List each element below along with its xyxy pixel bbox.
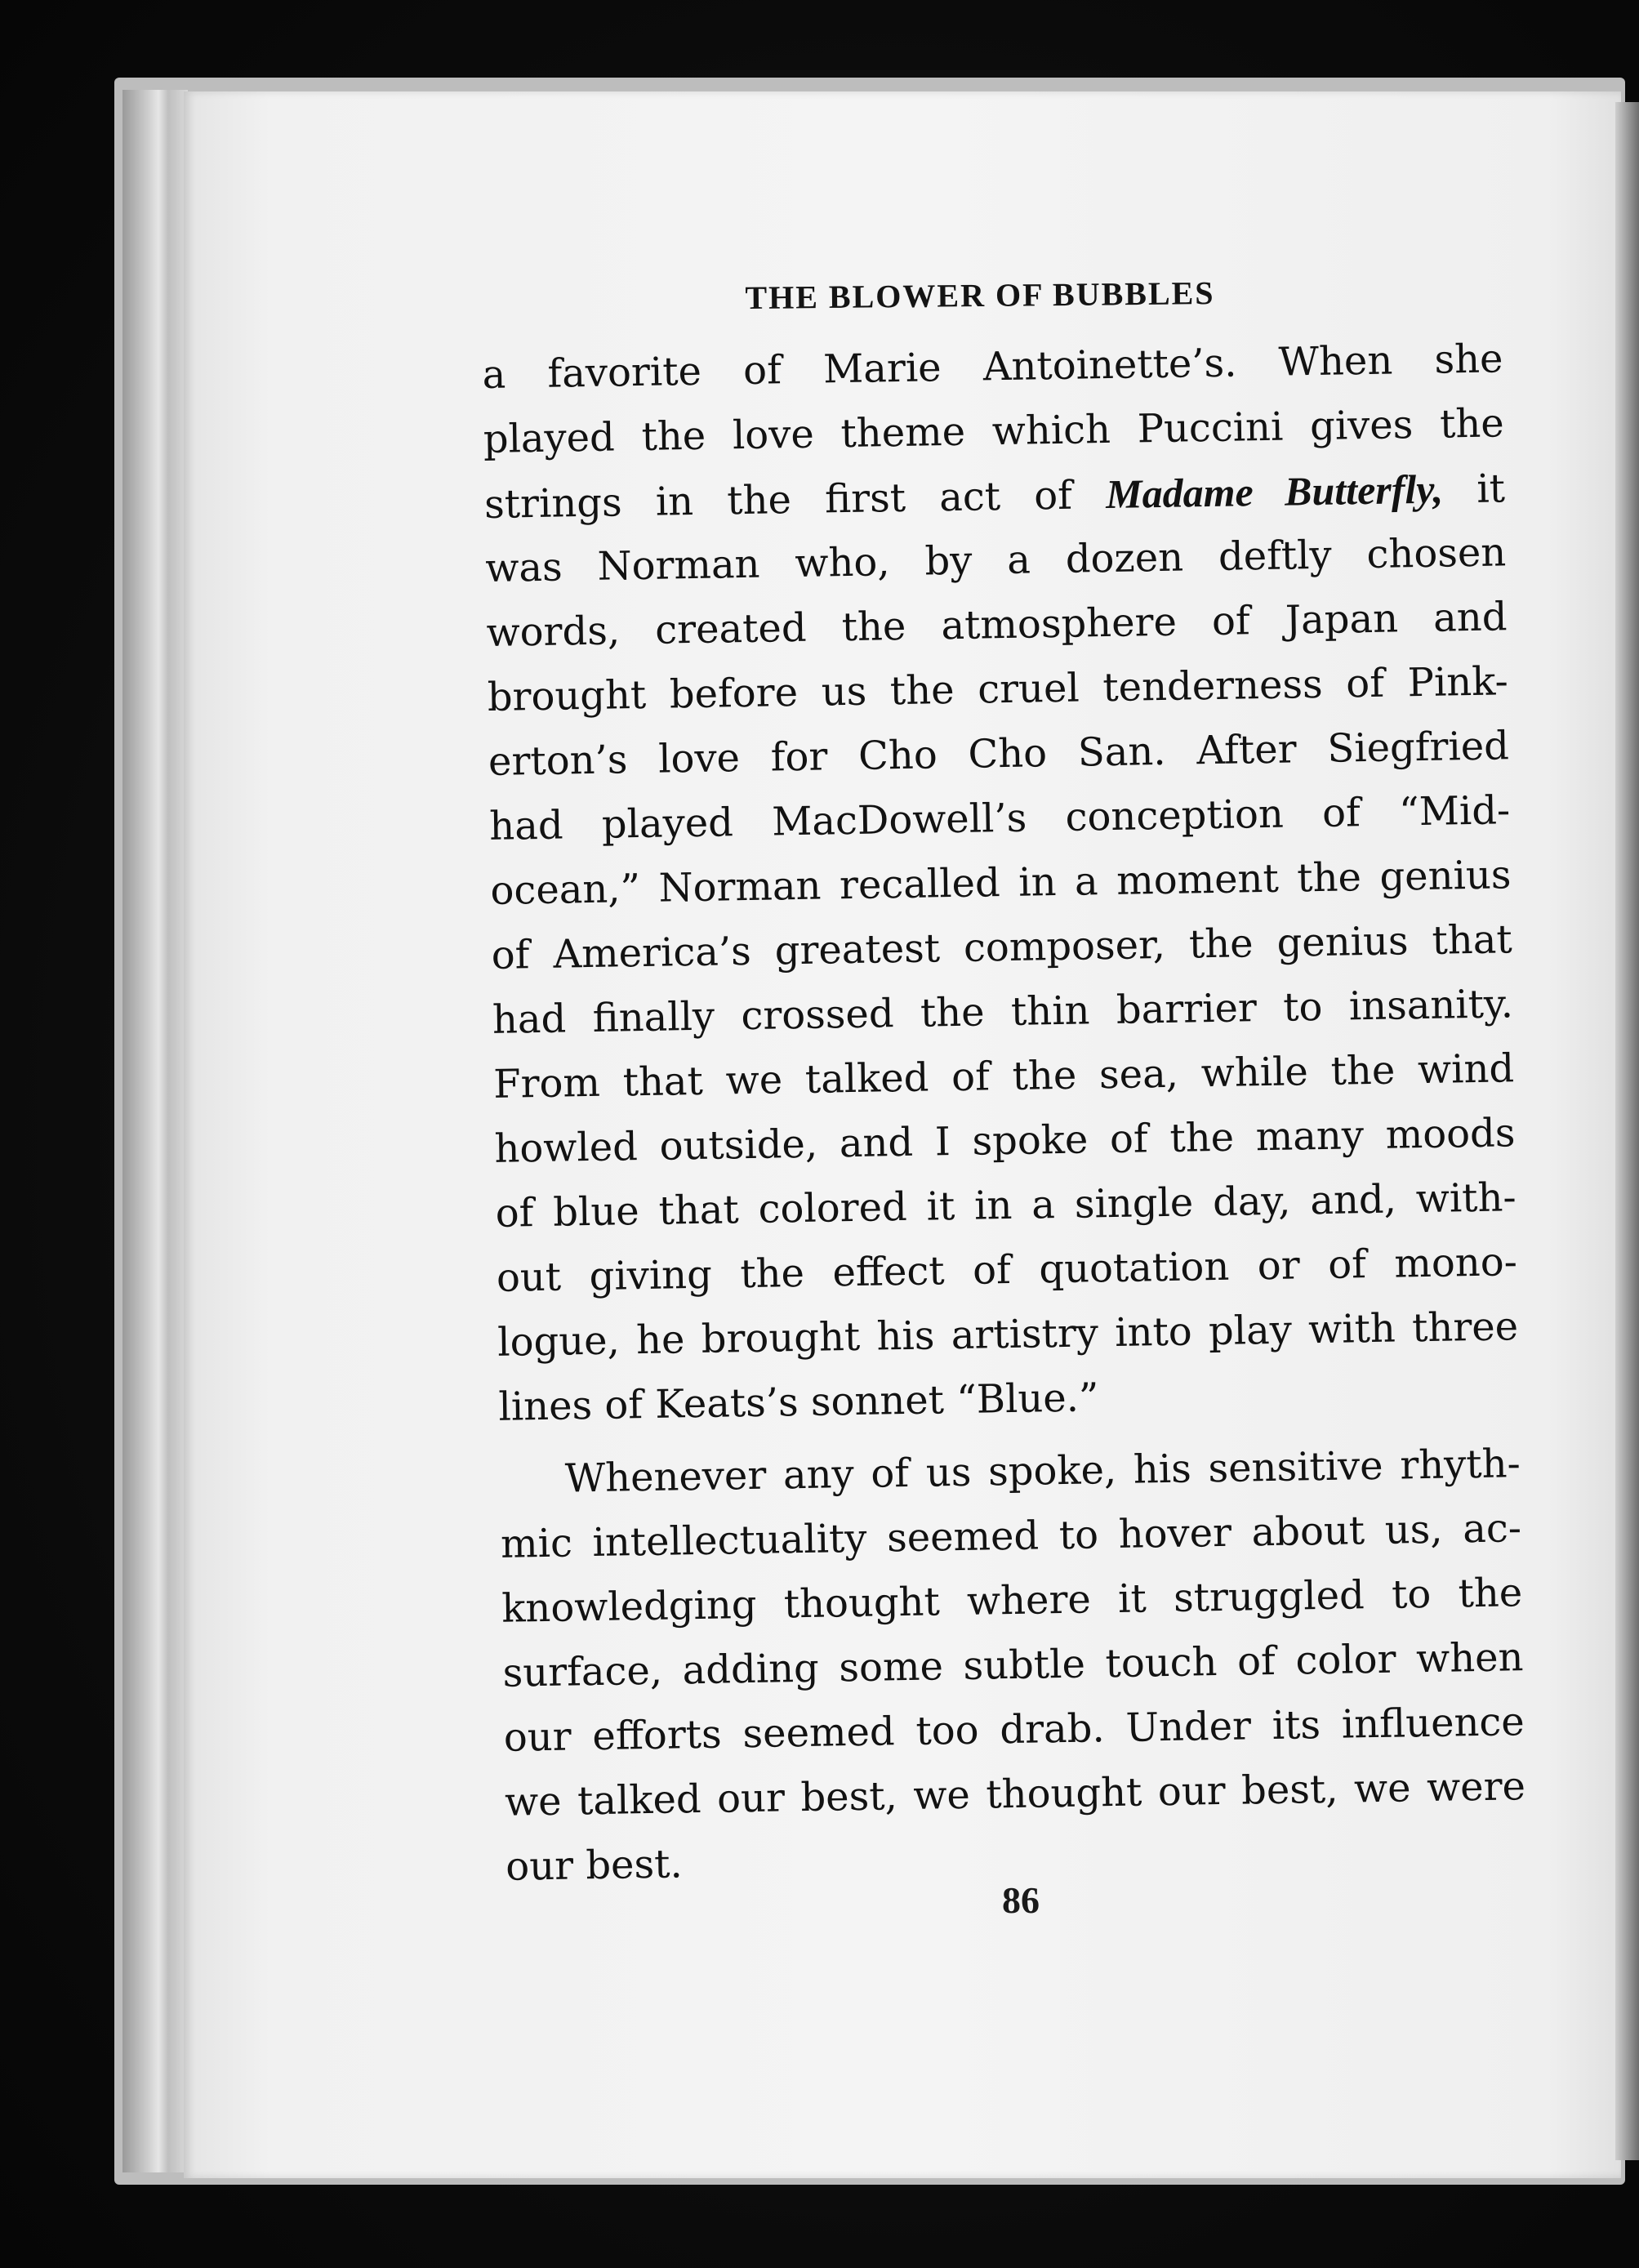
text-line: knowledging thought where it struggled to the [501, 1570, 1523, 1632]
text-line: From that we talked of the sea, while the wind [492, 1045, 1515, 1107]
text-line: a favorite of Marie Antoinette’s. When she [482, 336, 1503, 398]
text-line: logue, he brought his artistry into play with three [497, 1303, 1519, 1366]
text-line: words, created the atmosphere of Japan and [486, 594, 1508, 656]
text-line: howled outside, and I spoke of the many moods [494, 1110, 1516, 1172]
text-line: brought before us the cruel tenderness of Pink- [487, 658, 1509, 720]
page-number: 86 [1002, 1879, 1040, 1921]
text-line: mic intellectuality seemed to hover about us, ac- [500, 1505, 1522, 1567]
body-text [482, 327, 1527, 1899]
text-line: erton’s love for Cho Cho San. After Siegfried [488, 723, 1510, 785]
text-line: Whenever any of us spoke, his sensitive rhyth- [564, 1441, 1521, 1502]
text-run: strings in the first act of [483, 472, 1107, 528]
text-line: we talked our best, we thought our best, we were [504, 1763, 1526, 1825]
text-run: it [1442, 466, 1506, 513]
page-stack-edge [122, 90, 188, 2172]
page-right-shadow [1615, 102, 1639, 2160]
text-line: had played MacDowell’s conception of “Mid- [488, 787, 1511, 849]
text-line: was Norman who, by a dozen deftly chosen [484, 529, 1507, 591]
text-line: of America’s greatest composer, the genius that [491, 916, 1513, 978]
paragraph-2 [499, 1432, 1527, 1900]
text-line: played the love theme which Puccini gives the [483, 400, 1505, 462]
paragraph-1 [482, 327, 1520, 1439]
text-line: surface, adding some subtle touch of color when [502, 1634, 1524, 1696]
text-line: had finally crossed the thin barrier to insanity. [492, 981, 1514, 1043]
text-line: out giving the effect of quotation or of mono- [496, 1239, 1518, 1301]
text-line: ocean,” Norman recalled in a moment the genius [490, 852, 1512, 914]
opera-title: Madame Butterfly, [1105, 466, 1444, 518]
text-line: our efforts seemed too drab. Under its influence [503, 1699, 1525, 1761]
running-title: THE BLOWER OF BUBBLES [745, 274, 1215, 317]
text-line: our best. [505, 1841, 684, 1890]
text-line: of blue that colored it in a single day, and, with- [495, 1174, 1517, 1236]
text-line: lines of Keats’s sonnet “Blue.” [498, 1375, 1099, 1430]
